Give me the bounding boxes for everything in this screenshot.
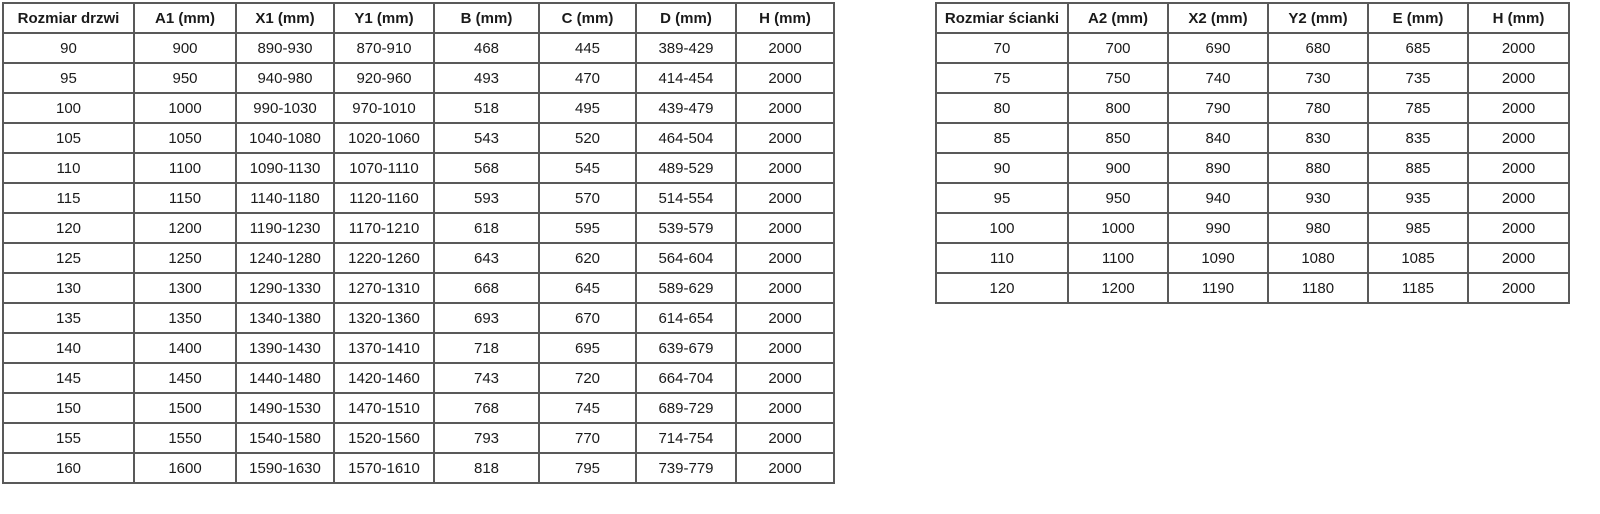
table-cell: 518 — [434, 93, 539, 123]
table-cell: 1140-1180 — [236, 183, 334, 213]
table-cell: 645 — [539, 273, 636, 303]
table-cell: 2000 — [1468, 273, 1569, 303]
table-cell: 520 — [539, 123, 636, 153]
table-row — [3, 333, 834, 363]
table-row — [936, 63, 1569, 93]
table-cell: 685 — [1368, 33, 1468, 63]
table-cell: 790 — [1168, 93, 1268, 123]
table-cell: 935 — [1368, 183, 1468, 213]
table-row — [3, 273, 834, 303]
table-cell: 1090-1130 — [236, 153, 334, 183]
table-cell: 414-454 — [636, 63, 736, 93]
table-row — [936, 153, 1569, 183]
table-cell: 614-654 — [636, 303, 736, 333]
table-row — [3, 243, 834, 273]
table-cell: 890-930 — [236, 33, 334, 63]
table-cell: 700 — [1068, 33, 1168, 63]
table-cell: 105 — [3, 123, 134, 153]
table-cell: 880 — [1268, 153, 1368, 183]
table-cell: 1390-1430 — [236, 333, 334, 363]
table-cell: 950 — [1068, 183, 1168, 213]
table-cell: 1080 — [1268, 243, 1368, 273]
table-cell: 745 — [539, 393, 636, 423]
table-cell: 770 — [539, 423, 636, 453]
table-cell: 1120-1160 — [334, 183, 434, 213]
table-cell: 2000 — [1468, 93, 1569, 123]
table-row — [936, 213, 1569, 243]
table-cell: 695 — [539, 333, 636, 363]
table-cell: 468 — [434, 33, 539, 63]
table-cell: 100 — [936, 213, 1068, 243]
table-cell: 1040-1080 — [236, 123, 334, 153]
table-row — [3, 423, 834, 453]
header-row — [3, 3, 834, 33]
table-cell: 940-980 — [236, 63, 334, 93]
table-cell: 1180 — [1268, 273, 1368, 303]
table-cell: 2000 — [736, 123, 834, 153]
table-cell: 743 — [434, 363, 539, 393]
table-cell: 1370-1410 — [334, 333, 434, 363]
table-cell: 2000 — [1468, 213, 1569, 243]
table-cell: 930 — [1268, 183, 1368, 213]
column-header: A1 (mm) — [134, 3, 236, 33]
table-cell: 2000 — [736, 423, 834, 453]
table-row — [3, 183, 834, 213]
table-cell: 1400 — [134, 333, 236, 363]
door-table-body — [3, 33, 834, 483]
table-cell: 800 — [1068, 93, 1168, 123]
table-cell: 1290-1330 — [236, 273, 334, 303]
table-cell: 120 — [936, 273, 1068, 303]
table-cell: 830 — [1268, 123, 1368, 153]
table-cell: 439-479 — [636, 93, 736, 123]
table-cell: 75 — [936, 63, 1068, 93]
table-cell: 850 — [1068, 123, 1168, 153]
table-cell: 740 — [1168, 63, 1268, 93]
table-cell: 495 — [539, 93, 636, 123]
table-cell: 690 — [1168, 33, 1268, 63]
table-row — [936, 183, 1569, 213]
table-cell: 980 — [1268, 213, 1368, 243]
table-cell: 110 — [3, 153, 134, 183]
table-row — [3, 93, 834, 123]
table-cell: 1450 — [134, 363, 236, 393]
table-cell: 1500 — [134, 393, 236, 423]
table-cell: 718 — [434, 333, 539, 363]
table-cell: 2000 — [736, 93, 834, 123]
table-cell: 739-779 — [636, 453, 736, 483]
table-cell: 2000 — [736, 153, 834, 183]
table-cell: 150 — [3, 393, 134, 423]
table-cell: 1070-1110 — [334, 153, 434, 183]
table-cell: 70 — [936, 33, 1068, 63]
table-cell: 1590-1630 — [236, 453, 334, 483]
table-cell: 539-579 — [636, 213, 736, 243]
table-cell: 1190-1230 — [236, 213, 334, 243]
column-header: D (mm) — [636, 3, 736, 33]
table-cell: 115 — [3, 183, 134, 213]
table-cell: 570 — [539, 183, 636, 213]
table-cell: 680 — [1268, 33, 1368, 63]
table-cell: 130 — [3, 273, 134, 303]
table-row — [936, 123, 1569, 153]
table-cell: 2000 — [736, 243, 834, 273]
table-cell: 835 — [1368, 123, 1468, 153]
table-cell: 2000 — [1468, 183, 1569, 213]
table-row — [3, 213, 834, 243]
table-cell: 1090 — [1168, 243, 1268, 273]
table-row — [3, 453, 834, 483]
table-cell: 2000 — [736, 303, 834, 333]
table-cell: 920-960 — [334, 63, 434, 93]
table-cell: 620 — [539, 243, 636, 273]
table-cell: 120 — [3, 213, 134, 243]
table-row — [3, 33, 834, 63]
table-cell: 1185 — [1368, 273, 1468, 303]
table-cell: 1200 — [134, 213, 236, 243]
table-cell: 618 — [434, 213, 539, 243]
table-cell: 595 — [539, 213, 636, 243]
table-cell: 990 — [1168, 213, 1268, 243]
table-row — [3, 123, 834, 153]
table-cell: 95 — [3, 63, 134, 93]
table-cell: 1490-1530 — [236, 393, 334, 423]
table-cell: 2000 — [1468, 243, 1569, 273]
table-cell: 1220-1260 — [334, 243, 434, 273]
table-cell: 140 — [3, 333, 134, 363]
table-cell: 2000 — [736, 213, 834, 243]
table-cell: 643 — [434, 243, 539, 273]
table-cell: 1320-1360 — [334, 303, 434, 333]
table-cell: 1420-1460 — [334, 363, 434, 393]
table-cell: 785 — [1368, 93, 1468, 123]
table-cell: 110 — [936, 243, 1068, 273]
table-cell: 1300 — [134, 273, 236, 303]
table-cell: 714-754 — [636, 423, 736, 453]
wall-table-body — [936, 33, 1569, 303]
door-table-header — [3, 3, 834, 33]
table-cell: 1570-1610 — [334, 453, 434, 483]
table-row — [3, 63, 834, 93]
table-cell: 793 — [434, 423, 539, 453]
table-cell: 90 — [3, 33, 134, 63]
column-header: H (mm) — [736, 3, 834, 33]
table-cell: 1020-1060 — [334, 123, 434, 153]
table-cell: 1170-1210 — [334, 213, 434, 243]
table-cell: 145 — [3, 363, 134, 393]
table-cell: 593 — [434, 183, 539, 213]
table-cell: 90 — [936, 153, 1068, 183]
table-cell: 670 — [539, 303, 636, 333]
table-cell: 160 — [3, 453, 134, 483]
table-cell: 730 — [1268, 63, 1368, 93]
column-header: C (mm) — [539, 3, 636, 33]
table-row — [3, 303, 834, 333]
table-cell: 95 — [936, 183, 1068, 213]
table-cell: 720 — [539, 363, 636, 393]
table-cell: 970-1010 — [334, 93, 434, 123]
table-cell: 1100 — [134, 153, 236, 183]
table-cell: 1100 — [1068, 243, 1168, 273]
table-cell: 735 — [1368, 63, 1468, 93]
table-cell: 1000 — [134, 93, 236, 123]
table-cell: 543 — [434, 123, 539, 153]
table-cell: 664-704 — [636, 363, 736, 393]
table-cell: 2000 — [1468, 33, 1569, 63]
table-cell: 693 — [434, 303, 539, 333]
table-cell: 900 — [1068, 153, 1168, 183]
table-cell: 80 — [936, 93, 1068, 123]
table-cell: 2000 — [736, 363, 834, 393]
table-cell: 1085 — [1368, 243, 1468, 273]
header-row — [936, 3, 1569, 33]
table-cell: 1240-1280 — [236, 243, 334, 273]
column-header: X2 (mm) — [1168, 3, 1268, 33]
column-header: Y2 (mm) — [1268, 3, 1368, 33]
table-cell: 493 — [434, 63, 539, 93]
table-cell: 1350 — [134, 303, 236, 333]
table-row — [936, 33, 1569, 63]
table-cell: 2000 — [736, 183, 834, 213]
table-cell: 464-504 — [636, 123, 736, 153]
table-cell: 768 — [434, 393, 539, 423]
table-cell: 2000 — [736, 273, 834, 303]
table-cell: 2000 — [1468, 123, 1569, 153]
column-header: Rozmiar ścianki — [936, 3, 1068, 33]
table-cell: 1470-1510 — [334, 393, 434, 423]
column-header: H (mm) — [1468, 3, 1569, 33]
table-cell: 2000 — [736, 333, 834, 363]
table-cell: 564-604 — [636, 243, 736, 273]
table-cell: 135 — [3, 303, 134, 333]
table-cell: 1200 — [1068, 273, 1168, 303]
table-cell: 750 — [1068, 63, 1168, 93]
table-cell: 990-1030 — [236, 93, 334, 123]
table-cell: 2000 — [1468, 63, 1569, 93]
table-cell: 470 — [539, 63, 636, 93]
table-cell: 689-729 — [636, 393, 736, 423]
wall-sizes-table — [935, 2, 1570, 304]
table-cell: 890 — [1168, 153, 1268, 183]
table-cell: 1440-1480 — [236, 363, 334, 393]
table-cell: 1600 — [134, 453, 236, 483]
table-cell: 1190 — [1168, 273, 1268, 303]
table-row — [936, 243, 1569, 273]
table-cell: 489-529 — [636, 153, 736, 183]
table-cell: 589-629 — [636, 273, 736, 303]
table-row — [3, 393, 834, 423]
table-cell: 1520-1560 — [334, 423, 434, 453]
table-cell: 780 — [1268, 93, 1368, 123]
column-header: Y1 (mm) — [334, 3, 434, 33]
table-row — [936, 273, 1569, 303]
column-header: B (mm) — [434, 3, 539, 33]
table-cell: 840 — [1168, 123, 1268, 153]
table-cell: 885 — [1368, 153, 1468, 183]
table-cell: 568 — [434, 153, 539, 183]
table-cell: 2000 — [736, 33, 834, 63]
table-cell: 1000 — [1068, 213, 1168, 243]
table-cell: 1050 — [134, 123, 236, 153]
table-row — [936, 93, 1569, 123]
table-cell: 668 — [434, 273, 539, 303]
door-sizes-table — [2, 2, 835, 484]
table-cell: 1340-1380 — [236, 303, 334, 333]
table-cell: 1550 — [134, 423, 236, 453]
table-cell: 1150 — [134, 183, 236, 213]
table-cell: 818 — [434, 453, 539, 483]
table-cell: 870-910 — [334, 33, 434, 63]
table-cell: 2000 — [736, 63, 834, 93]
table-cell: 900 — [134, 33, 236, 63]
table-cell: 1250 — [134, 243, 236, 273]
table-cell: 940 — [1168, 183, 1268, 213]
table-cell: 125 — [3, 243, 134, 273]
table-cell: 514-554 — [636, 183, 736, 213]
table-cell: 85 — [936, 123, 1068, 153]
table-cell: 795 — [539, 453, 636, 483]
table-cell: 1540-1580 — [236, 423, 334, 453]
table-cell: 950 — [134, 63, 236, 93]
table-cell: 545 — [539, 153, 636, 183]
table-cell: 445 — [539, 33, 636, 63]
table-cell: 1270-1310 — [334, 273, 434, 303]
table-cell: 639-679 — [636, 333, 736, 363]
table-row — [3, 153, 834, 183]
table-row — [3, 363, 834, 393]
table-cell: 155 — [3, 423, 134, 453]
wall-table-header — [936, 3, 1569, 33]
table-cell: 2000 — [1468, 153, 1569, 183]
table-cell: 100 — [3, 93, 134, 123]
table-cell: 2000 — [736, 453, 834, 483]
column-header: Rozmiar drzwi — [3, 3, 134, 33]
table-cell: 389-429 — [636, 33, 736, 63]
column-header: X1 (mm) — [236, 3, 334, 33]
column-header: E (mm) — [1368, 3, 1468, 33]
column-header: A2 (mm) — [1068, 3, 1168, 33]
table-cell: 985 — [1368, 213, 1468, 243]
table-cell: 2000 — [736, 393, 834, 423]
